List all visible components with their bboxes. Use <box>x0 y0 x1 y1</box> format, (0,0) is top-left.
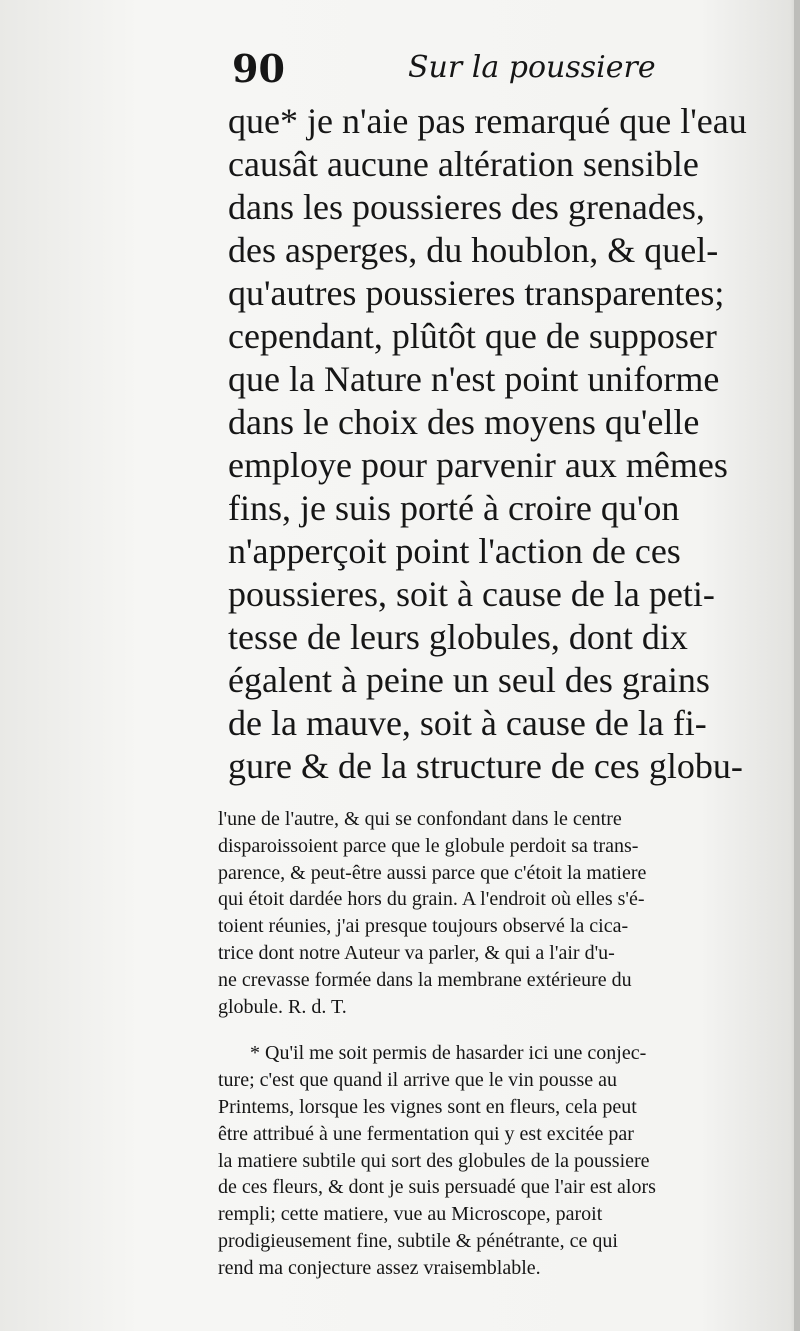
footnote-line: trice dont notre Auteur va parler, & qui a l'air d'u- <box>218 941 615 964</box>
footnote-line: disparoissoient parce que le globule perdoit sa trans- <box>218 834 639 857</box>
footnote-line: toient réunies, j'ai presque toujours observé la cica- <box>218 915 629 938</box>
footnote-line: l'une de l'autre, & qui se confondant dans le centre <box>218 808 622 830</box>
text-line: que* je n'aie pas remarqué que l'eau <box>228 101 747 141</box>
page-number: 90 <box>232 46 285 91</box>
main-text <box>228 100 798 788</box>
footnote-line: prodigieusement fine, subtile & pénétrante, ce qui <box>218 1229 618 1252</box>
text-line: dans les poussieres des grenades, <box>228 187 705 227</box>
footnote-line: ne crevasse formée dans la membrane extérieure du <box>218 968 632 991</box>
footnote-line: rend ma conjecture assez vraisemblable. <box>218 1256 541 1279</box>
footnote-continued <box>218 806 798 1020</box>
footnote-line: ture; c'est que quand il arrive que le vin pousse au <box>218 1069 618 1092</box>
text-line: de la mauve, soit à cause de la fi- <box>228 703 707 743</box>
text-line: cependant, plûtôt que de supposer <box>228 316 717 356</box>
text-line: égalent à peine un seul des grains <box>228 660 710 700</box>
text-line: employe pour parvenir aux mêmes <box>228 445 728 485</box>
footnote-line: être attribué à une fermentation qui y est excitée par <box>218 1122 634 1145</box>
footnote-line: parence, & peut-être aussi parce que c'étoit la matiere <box>218 861 647 884</box>
footnote-line: * Qu'il me soit permis de hasarder ici une conjec- <box>250 1042 647 1065</box>
text-line: causât aucune altération sensible <box>228 144 699 184</box>
text-line: fins, je suis porté à croire qu'on <box>228 488 680 528</box>
text-line: gure & de la structure de ces globu- <box>228 746 743 786</box>
page-header <box>232 46 702 92</box>
footnote-line: globule. R. d. T. <box>218 995 347 1018</box>
footnote-line: Printems, lorsque les vignes sont en fleurs, cela peut <box>218 1095 637 1118</box>
footnote-line: de ces fleurs, & dont je suis persuadé que l'air est alors <box>218 1176 656 1199</box>
footnote-spacer <box>218 1020 798 1040</box>
running-head: Sur la poussiere <box>408 50 656 85</box>
text-line: des asperges, du houblon, & quel- <box>228 230 719 270</box>
footnote-line: qui étoit dardée hors du grain. A l'endroit où elles s'é- <box>218 888 645 911</box>
footnote-separator <box>220 795 798 796</box>
text-line: qu'autres poussieres transparentes; <box>228 273 725 313</box>
text-line: que la Nature n'est point uniforme <box>228 359 720 399</box>
text-line: poussieres, soit à cause de la peti- <box>228 574 715 614</box>
footnote-star <box>218 1040 798 1281</box>
text-line: tesse de leurs globules, dont dix <box>228 617 688 657</box>
footnote-line: rempli; cette matiere, vue au Microscope, paroit <box>218 1203 603 1226</box>
text-line: n'apperçoit point l'action de ces <box>228 531 681 571</box>
text-line: dans le choix des moyens qu'elle <box>228 402 700 442</box>
footnote-line: la matiere subtile qui sort des globules de la poussiere <box>218 1149 650 1172</box>
footnotes <box>218 806 798 1282</box>
